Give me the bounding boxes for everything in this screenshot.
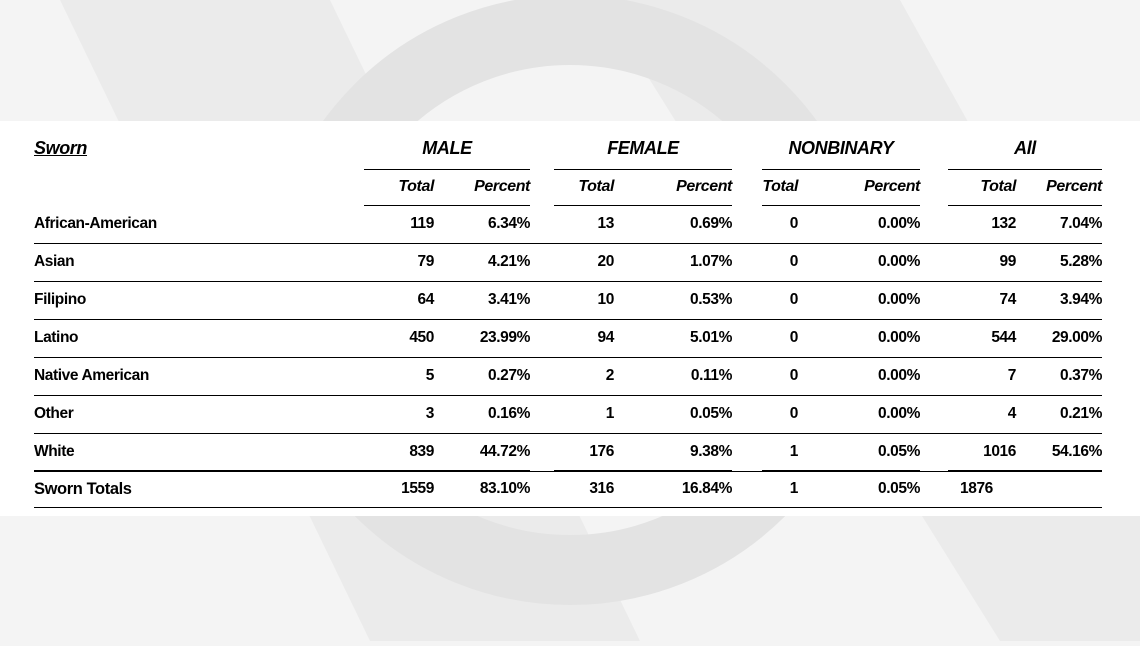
cell-female-total: 13	[554, 205, 614, 243]
cell-female-total: 10	[554, 281, 614, 319]
cell-all-total: 4	[948, 395, 1016, 433]
table-row	[34, 357, 1102, 395]
cell-female-percent: 1.07%	[614, 243, 732, 281]
totals-female-percent: 16.84%	[614, 471, 732, 507]
cell-nonbinary-percent: 0.00%	[798, 243, 920, 281]
female-total-header: Total	[554, 169, 614, 205]
cell-all-percent: 0.37%	[1016, 357, 1102, 395]
cell-male-percent: 6.34%	[434, 205, 530, 243]
cell-female-total: 2	[554, 357, 614, 395]
cell-male-percent: 4.21%	[434, 243, 530, 281]
cell-all-total: 1016	[948, 433, 1016, 471]
cell-nonbinary-percent: 0.00%	[798, 357, 920, 395]
cell-nonbinary-total: 0	[762, 395, 798, 433]
column-header-row	[34, 169, 1102, 205]
cell-nonbinary-total: 0	[762, 205, 798, 243]
row-label: White	[34, 433, 364, 471]
cell-female-total: 94	[554, 319, 614, 357]
cell-male-total: 79	[364, 243, 434, 281]
group-nonbinary: NONBINARY	[762, 128, 920, 169]
totals-nonbinary-percent: 0.05%	[798, 471, 920, 507]
male-percent-header: Percent	[434, 169, 530, 205]
row-label: Asian	[34, 243, 364, 281]
cell-female-percent: 5.01%	[614, 319, 732, 357]
totals-male-total: 1559	[364, 471, 434, 507]
totals-nonbinary-total: 1	[762, 471, 798, 507]
row-label: Native American	[34, 357, 364, 395]
totals-female-total: 316	[554, 471, 614, 507]
cell-female-percent: 0.53%	[614, 281, 732, 319]
table-row	[34, 205, 1102, 243]
totals-row	[34, 471, 1102, 507]
group-female: FEMALE	[554, 128, 732, 169]
table-row	[34, 243, 1102, 281]
table-row	[34, 319, 1102, 357]
cell-female-total: 1	[554, 395, 614, 433]
cell-female-percent: 9.38%	[614, 433, 732, 471]
all-total-header: Total	[948, 169, 1016, 205]
cell-female-percent: 0.69%	[614, 205, 732, 243]
cell-all-percent: 3.94%	[1016, 281, 1102, 319]
cell-male-percent: 23.99%	[434, 319, 530, 357]
group-all: All	[948, 128, 1102, 169]
row-label: African-American	[34, 205, 364, 243]
nonbinary-total-header: Total	[762, 169, 798, 205]
cell-all-total: 132	[948, 205, 1016, 243]
cell-nonbinary-percent: 0.00%	[798, 395, 920, 433]
cell-male-total: 119	[364, 205, 434, 243]
table-body	[34, 205, 1102, 471]
totals-label: Sworn Totals	[34, 471, 364, 507]
cell-nonbinary-total: 0	[762, 243, 798, 281]
table-row	[34, 281, 1102, 319]
cell-female-total: 20	[554, 243, 614, 281]
table-title: Sworn	[34, 138, 88, 158]
cell-nonbinary-percent: 0.00%	[798, 319, 920, 357]
cell-male-total: 839	[364, 433, 434, 471]
cell-nonbinary-total: 1	[762, 433, 798, 471]
cell-male-percent: 0.16%	[434, 395, 530, 433]
cell-all-percent: 7.04%	[1016, 205, 1102, 243]
cell-male-percent: 44.72%	[434, 433, 530, 471]
cell-nonbinary-percent: 0.00%	[798, 205, 920, 243]
cell-male-percent: 0.27%	[434, 357, 530, 395]
totals-male-percent: 83.10%	[434, 471, 530, 507]
cell-all-percent: 54.16%	[1016, 433, 1102, 471]
sworn-table	[34, 128, 1102, 508]
cell-male-total: 3	[364, 395, 434, 433]
female-percent-header: Percent	[614, 169, 732, 205]
cell-nonbinary-percent: 0.05%	[798, 433, 920, 471]
cell-nonbinary-percent: 0.00%	[798, 281, 920, 319]
all-percent-header: Percent	[1016, 169, 1102, 205]
row-label: Filipino	[34, 281, 364, 319]
cell-nonbinary-total: 0	[762, 319, 798, 357]
cell-all-percent: 29.00%	[1016, 319, 1102, 357]
cell-all-total: 544	[948, 319, 1016, 357]
nonbinary-percent-header: Percent	[798, 169, 920, 205]
row-label: Latino	[34, 319, 364, 357]
cell-all-total: 7	[948, 357, 1016, 395]
group-male: MALE	[364, 128, 530, 169]
cell-female-total: 176	[554, 433, 614, 471]
cell-male-total: 450	[364, 319, 434, 357]
cell-all-total: 74	[948, 281, 1016, 319]
cell-female-percent: 0.11%	[614, 357, 732, 395]
totals-all-total: 1876	[948, 471, 1016, 507]
cell-nonbinary-total: 0	[762, 357, 798, 395]
cell-female-percent: 0.05%	[614, 395, 732, 433]
cell-male-total: 64	[364, 281, 434, 319]
cell-all-percent: 0.21%	[1016, 395, 1102, 433]
cell-nonbinary-total: 0	[762, 281, 798, 319]
table-row	[34, 395, 1102, 433]
cell-all-total: 99	[948, 243, 1016, 281]
cell-male-total: 5	[364, 357, 434, 395]
cell-male-percent: 3.41%	[434, 281, 530, 319]
cell-all-percent: 5.28%	[1016, 243, 1102, 281]
male-total-header: Total	[364, 169, 434, 205]
row-label: Other	[34, 395, 364, 433]
group-header-row	[34, 128, 1102, 169]
table-row	[34, 433, 1102, 471]
totals-all-percent	[1016, 471, 1102, 507]
